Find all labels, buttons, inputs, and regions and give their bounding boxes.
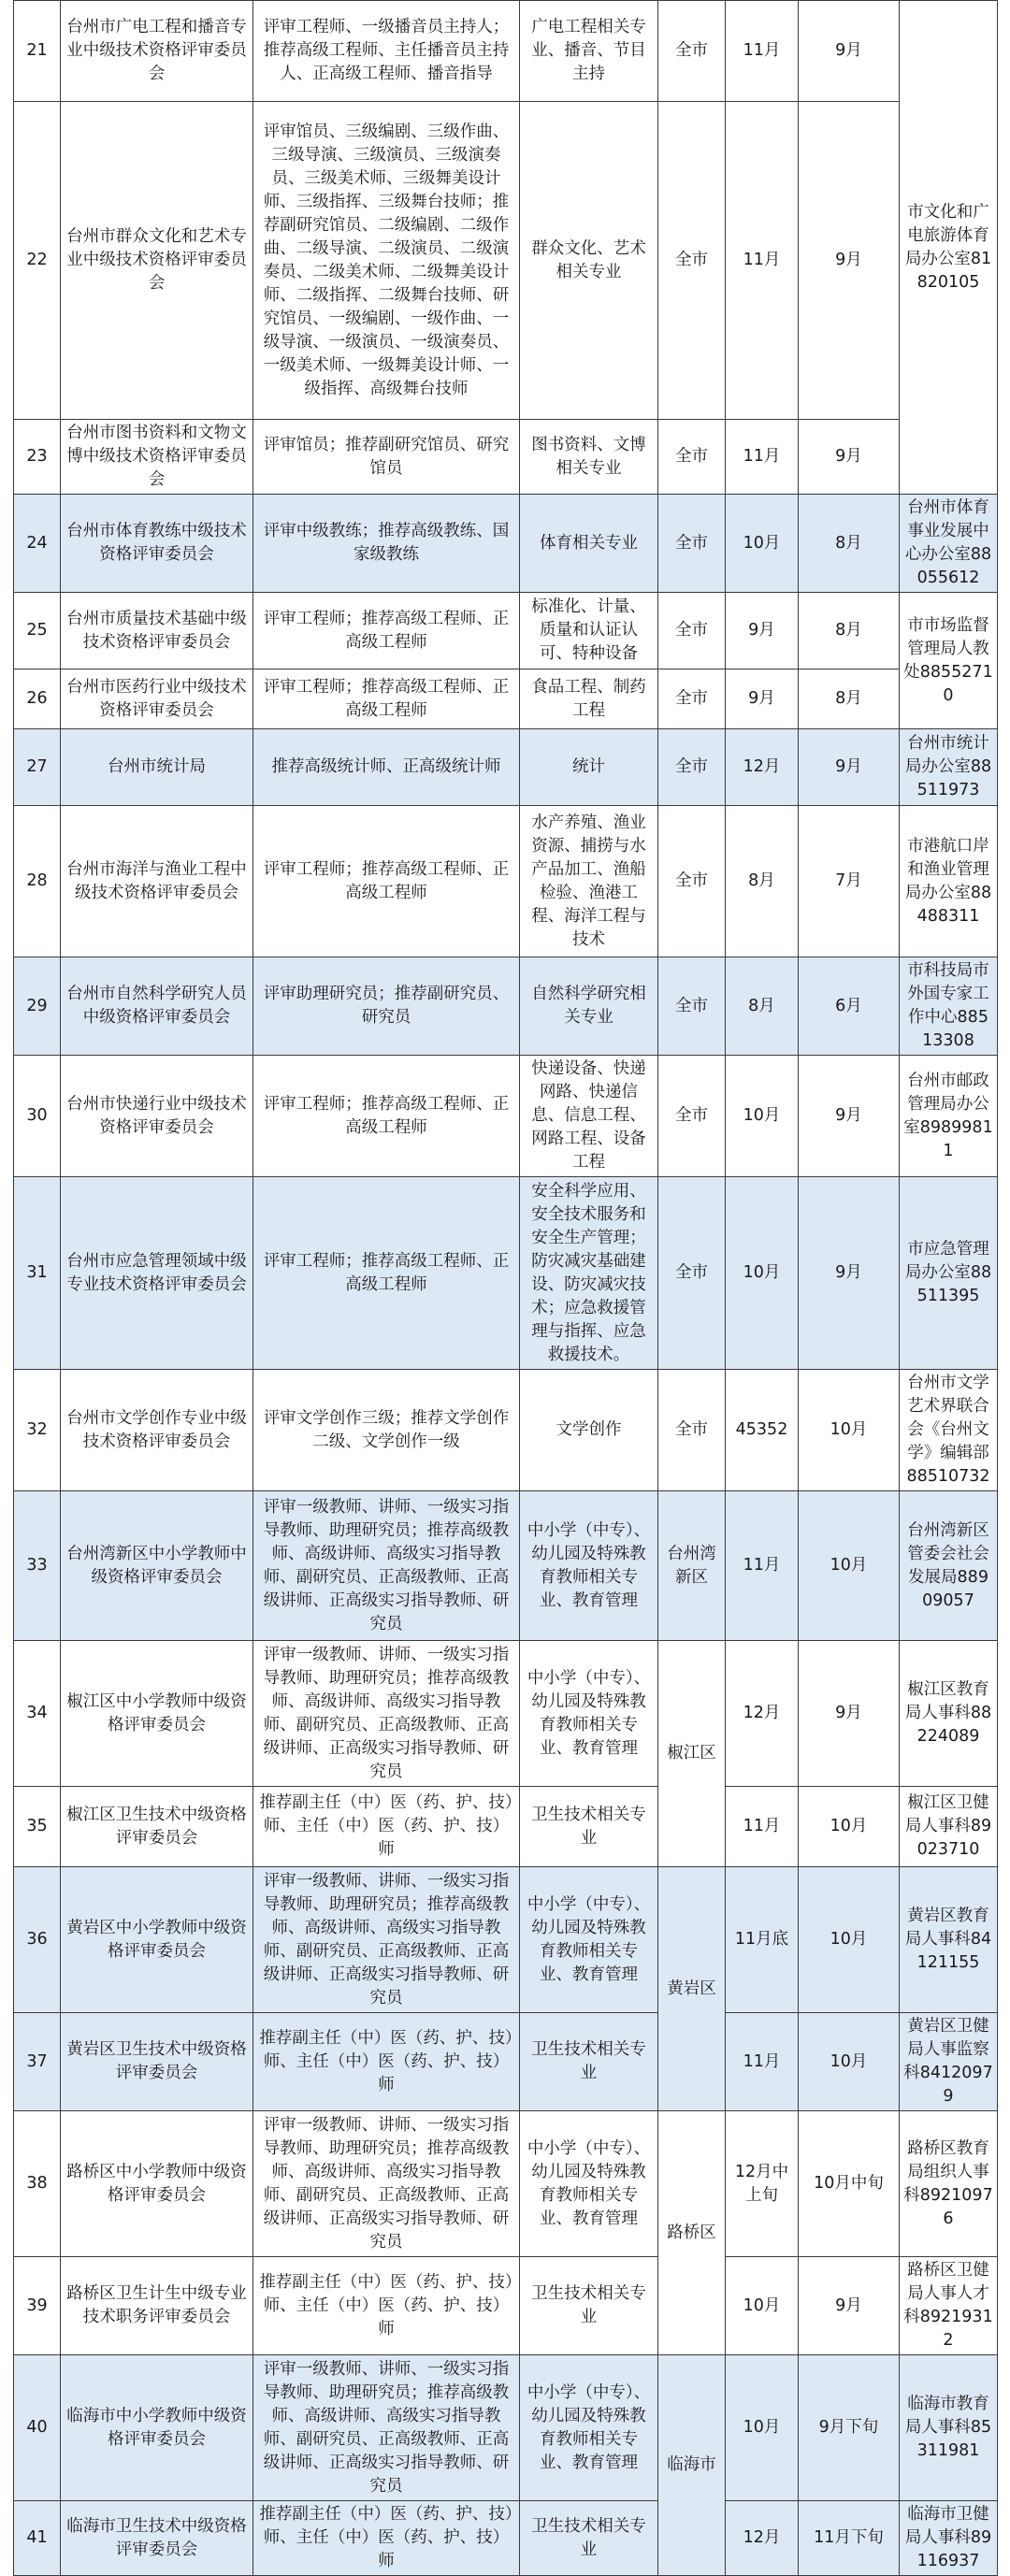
review-time: 9月 [799,1641,900,1787]
applicable-area: 全市 [658,495,726,593]
specialty: 中小学（中专）、幼儿园及特殊教育教师相关专业、教育管理 [520,1641,658,1787]
applicable-area: 椒江区 [658,1641,726,1867]
applicable-area: 台州湾新区 [658,1491,726,1641]
table-row [14,1491,998,1641]
committee-name: 台州市自然科学研究人员中级资格评审委员会 [61,957,253,1056]
report-time: 11月 [726,102,799,420]
review-time: 9月 [799,1056,900,1177]
applicable-area: 临海市 [658,2355,726,2576]
committee-name: 台州市快递行业中级技术资格评审委员会 [61,1056,253,1177]
specialty: 广电工程相关专业、播音、节目主持 [520,1,658,102]
qualification-scope: 评审一级教师、讲师、一级实习指导教师、助理研究员；推荐高级教师、高级讲师、高级实习指导教师、副研究员、正高级教师、正高级讲师、正高级实习指导教师、研究员 [253,1641,520,1787]
table-row [14,806,998,957]
review-time: 9月 [799,1,900,102]
specialty: 水产养殖、渔业资源、捕捞与水产品加工、渔船检验、渔港工程、海洋工程与技术 [520,806,658,957]
applicable-area: 全市 [658,806,726,957]
applicable-area: 全市 [658,729,726,806]
table-row [14,1787,998,1867]
table-row [14,593,998,669]
table-row [14,102,998,420]
applicable-area: 全市 [658,1056,726,1177]
committee-name: 台州市统计局 [61,729,253,806]
review-time: 9月 [799,2257,900,2355]
qualification-scope: 推荐副主任（中）医（药、护、技）师、主任（中）医（药、护、技）师 [253,1787,520,1867]
report-time: 10月 [726,2257,799,2355]
qualification-scope: 评审馆员、三级编剧、三级作曲、三级导演、三级演员、三级演奏员、三级美术师、三级舞美设计师、三级指挥、三级舞台技师；推荐副研究馆员、二级编剧、二级作曲、二级导演、二级演员、二级演奏员、二级美术师、二级舞美设计师、二级指挥、二级舞台技师、研究馆员、一级编剧、一级作曲、一级导演、一级演员、一级演奏员、一级美术师、一级舞美设计师、一级指挥、高级舞台技师 [253,102,520,420]
report-time: 11月 [726,420,799,495]
specialty: 体育相关专业 [520,495,658,593]
specialty: 标准化、计量、质量和认证认可、特种设备 [520,593,658,669]
contact-info: 台州湾新区管委会社会发展局88909057 [900,1491,998,1641]
review-time: 10月中旬 [799,2111,900,2257]
table-row [14,2013,998,2111]
table-row [14,1867,998,2013]
qualification-scope: 评审助理研究员；推荐副研究员、研究员 [253,957,520,1056]
report-time: 11月 [726,1787,799,1867]
table-row [14,1056,998,1177]
table-row [14,957,998,1056]
committee-name: 黄岩区中小学教师中级资格评审委员会 [61,1867,253,2013]
contact-info: 临海市卫健局人事科89116937 [900,2501,998,2576]
review-time: 9月 [799,420,900,495]
specialty: 快递设备、快递网路、快递信息、信息工程、网路工程、设备工程 [520,1056,658,1177]
applicable-area: 全市 [658,1,726,102]
specialty: 自然科学研究相关专业 [520,957,658,1056]
row-number: 32 [14,1370,61,1491]
specialty: 卫生技术相关专业 [520,2013,658,2111]
row-number: 23 [14,420,61,495]
review-time: 10月 [799,2013,900,2111]
specialty: 中小学（中专）、幼儿园及特殊教育教师相关专业、教育管理 [520,1867,658,2013]
row-number: 37 [14,2013,61,2111]
report-time: 11月底 [726,1867,799,2013]
applicable-area: 全市 [658,102,726,420]
row-number: 39 [14,2257,61,2355]
committee-name: 路桥区卫生计生中级专业技术职务评审委员会 [61,2257,253,2355]
row-number: 30 [14,1056,61,1177]
contact-info: 台州市文学艺术界联合会《台州文学》编辑部88510732 [900,1370,998,1491]
report-time: 9月 [726,593,799,669]
specialty: 中小学（中专）、幼儿园及特殊教育教师相关专业、教育管理 [520,1491,658,1641]
contact-info: 市应急管理局办公室88511395 [900,1177,998,1370]
qualification-scope: 推荐副主任（中）医（药、护、技）师、主任（中）医（药、护、技）师 [253,2013,520,2111]
committee-name: 台州市海洋与渔业工程中级技术资格评审委员会 [61,806,253,957]
committee-name: 临海市卫生技术中级资格评审委员会 [61,2501,253,2576]
review-time: 9月下旬 [799,2355,900,2501]
review-time: 8月 [799,669,900,729]
review-committee-table [13,0,998,2576]
applicable-area: 全市 [658,957,726,1056]
committee-name: 台州市图书资料和文物文博中级技术资格评审委员会 [61,420,253,495]
specialty: 卫生技术相关专业 [520,1787,658,1867]
contact-info: 市科技局市外国专家工作中心88513308 [900,957,998,1056]
qualification-scope: 评审工程师；推荐高级工程师、正高级工程师 [253,1056,520,1177]
qualification-scope: 推荐副主任（中）医（药、护、技）师、主任（中）医（药、护、技）师 [253,2257,520,2355]
report-time: 8月 [726,957,799,1056]
row-number: 28 [14,806,61,957]
review-time: 6月 [799,957,900,1056]
contact-info: 黄岩区教育局人事科84121155 [900,1867,998,2013]
contact-info: 路桥区教育局组织人事科89210976 [900,2111,998,2257]
contact-info: 市文化和广电旅游体育局办公室81820105 [900,1,998,495]
review-time: 9月 [799,1177,900,1370]
specialty: 安全科学应用、安全技术服务和安全生产管理；防灾减灾基础建设、防灾减灾技术；应急救援管理与指挥、应急救援技术。 [520,1177,658,1370]
committee-name: 台州市质量技术基础中级技术资格评审委员会 [61,593,253,669]
contact-info: 市市场监督管理局人教处88552710 [900,593,998,729]
table-row [14,1641,998,1787]
row-number: 34 [14,1641,61,1787]
contact-info: 台州市统计局办公室88511973 [900,729,998,806]
committee-name: 台州市应急管理领域中级专业技术资格评审委员会 [61,1177,253,1370]
row-number: 29 [14,957,61,1056]
committee-name: 椒江区卫生技术中级资格评审委员会 [61,1787,253,1867]
contact-info: 台州市邮政管理局办公室89899811 [900,1056,998,1177]
row-number: 40 [14,2355,61,2501]
committee-name: 路桥区中小学教师中级资格评审委员会 [61,2111,253,2257]
contact-info: 路桥区卫健局人事人才科89219312 [900,2257,998,2355]
table-row [14,2355,998,2501]
applicable-area: 黄岩区 [658,1867,726,2111]
row-number: 22 [14,102,61,420]
committee-name: 临海市中小学教师中级资格评审委员会 [61,2355,253,2501]
applicable-area: 全市 [658,593,726,669]
report-time: 10月 [726,1177,799,1370]
report-time: 12月中上旬 [726,2111,799,2257]
row-number: 41 [14,2501,61,2576]
row-number: 31 [14,1177,61,1370]
review-time: 9月 [799,102,900,420]
table-row [14,669,998,729]
applicable-area: 全市 [658,669,726,729]
committee-name: 台州市广电工程和播音专业中级技术资格评审委员会 [61,1,253,102]
review-time: 8月 [799,593,900,669]
review-time: 7月 [799,806,900,957]
committee-name: 台州市群众文化和艺术专业中级技术资格评审委员会 [61,102,253,420]
committee-name: 黄岩区卫生技术中级资格评审委员会 [61,2013,253,2111]
qualification-scope: 评审文学创作三级；推荐文学创作二级、文学创作一级 [253,1370,520,1491]
review-time: 10月 [799,1787,900,1867]
qualification-scope: 评审工程师；推荐高级工程师、正高级工程师 [253,806,520,957]
row-number: 26 [14,669,61,729]
committee-name: 台州市体育教练中级技术资格评审委员会 [61,495,253,593]
review-time: 10月 [799,1491,900,1641]
qualification-scope: 评审一级教师、讲师、一级实习指导教师、助理研究员；推荐高级教师、高级讲师、高级实习指导教师、副研究员、正高级教师、正高级讲师、正高级实习指导教师、研究员 [253,1867,520,2013]
qualification-scope: 推荐高级统计师、正高级统计师 [253,729,520,806]
applicable-area: 全市 [658,1370,726,1491]
row-number: 25 [14,593,61,669]
specialty: 卫生技术相关专业 [520,2501,658,2576]
specialty: 中小学（中专）、幼儿园及特殊教育教师相关专业、教育管理 [520,2355,658,2501]
review-time: 10月 [799,1370,900,1491]
qualification-scope: 评审馆员；推荐副研究馆员、研究馆员 [253,420,520,495]
qualification-scope: 评审工程师；推荐高级工程师、正高级工程师 [253,1177,520,1370]
table-row [14,2501,998,2576]
report-time: 9月 [726,669,799,729]
table-row [14,420,998,495]
qualification-scope: 评审一级教师、讲师、一级实习指导教师、助理研究员；推荐高级教师、高级讲师、高级实习指导教师、副研究员、正高级教师、正高级讲师、正高级实习指导教师、研究员 [253,2355,520,2501]
qualification-scope: 推荐副主任（中）医（药、护、技）师、主任（中）医（药、护、技）师 [253,2501,520,2576]
report-time: 10月 [726,1056,799,1177]
row-number: 33 [14,1491,61,1641]
review-time: 10月 [799,1867,900,2013]
specialty: 图书资料、文博相关专业 [520,420,658,495]
row-number: 27 [14,729,61,806]
row-number: 35 [14,1787,61,1867]
row-number: 21 [14,1,61,102]
applicable-area: 全市 [658,420,726,495]
specialty: 文学创作 [520,1370,658,1491]
committee-name: 台州市医药行业中级技术资格评审委员会 [61,669,253,729]
contact-info: 黄岩区卫健局人事监察科84120979 [900,2013,998,2111]
table-row [14,1177,998,1370]
specialty: 群众文化、艺术相关专业 [520,102,658,420]
table-row [14,1370,998,1491]
contact-info: 临海市教育局人事科85311981 [900,2355,998,2501]
row-number: 24 [14,495,61,593]
qualification-scope: 评审工程师、一级播音员主持人；推荐高级工程师、主任播音员主持人、正高级工程师、播音指导 [253,1,520,102]
applicable-area: 路桥区 [658,2111,726,2355]
committee-name: 台州市文学创作专业中级技术资格评审委员会 [61,1370,253,1491]
qualification-scope: 评审工程师；推荐高级工程师、正高级工程师 [253,593,520,669]
table-row [14,1,998,102]
report-time: 10月 [726,495,799,593]
row-number: 38 [14,2111,61,2257]
table-row [14,729,998,806]
table-row [14,2257,998,2355]
contact-info: 椒江区卫健局人事科89023710 [900,1787,998,1867]
contact-info: 椒江区教育局人事科88224089 [900,1641,998,1787]
report-time: 12月 [726,1641,799,1787]
qualification-scope: 评审工程师；推荐高级工程师、正高级工程师 [253,669,520,729]
row-number: 36 [14,1867,61,2013]
qualification-scope: 评审一级教师、讲师、一级实习指导教师、助理研究员；推荐高级教师、高级讲师、高级实习指导教师、副研究员、正高级教师、正高级讲师、正高级实习指导教师、研究员 [253,1491,520,1641]
qualification-scope: 评审一级教师、讲师、一级实习指导教师、助理研究员；推荐高级教师、高级讲师、高级实习指导教师、副研究员、正高级教师、正高级讲师、正高级实习指导教师、研究员 [253,2111,520,2257]
contact-info: 市港航口岸和渔业管理局办公室88488311 [900,806,998,957]
specialty: 统计 [520,729,658,806]
report-time: 45352 [726,1370,799,1491]
applicable-area: 全市 [658,1177,726,1370]
report-time: 12月 [726,729,799,806]
qualification-scope: 评审中级教练；推荐高级教练、国家级教练 [253,495,520,593]
specialty: 食品工程、制药工程 [520,669,658,729]
review-time: 8月 [799,495,900,593]
review-time: 11月下旬 [799,2501,900,2576]
table-row [14,2111,998,2257]
table-row [14,495,998,593]
specialty: 中小学（中专）、幼儿园及特殊教育教师相关专业、教育管理 [520,2111,658,2257]
report-time: 11月 [726,1491,799,1641]
report-time: 8月 [726,806,799,957]
report-time: 11月 [726,2013,799,2111]
specialty: 卫生技术相关专业 [520,2257,658,2355]
contact-info: 台州市体育事业发展中心办公室88055612 [900,495,998,593]
report-time: 11月 [726,1,799,102]
committee-name: 台州湾新区中小学教师中级资格评审委员会 [61,1491,253,1641]
committee-name: 椒江区中小学教师中级资格评审委员会 [61,1641,253,1787]
report-time: 10月 [726,2355,799,2501]
review-time: 9月 [799,729,900,806]
report-time: 12月 [726,2501,799,2576]
